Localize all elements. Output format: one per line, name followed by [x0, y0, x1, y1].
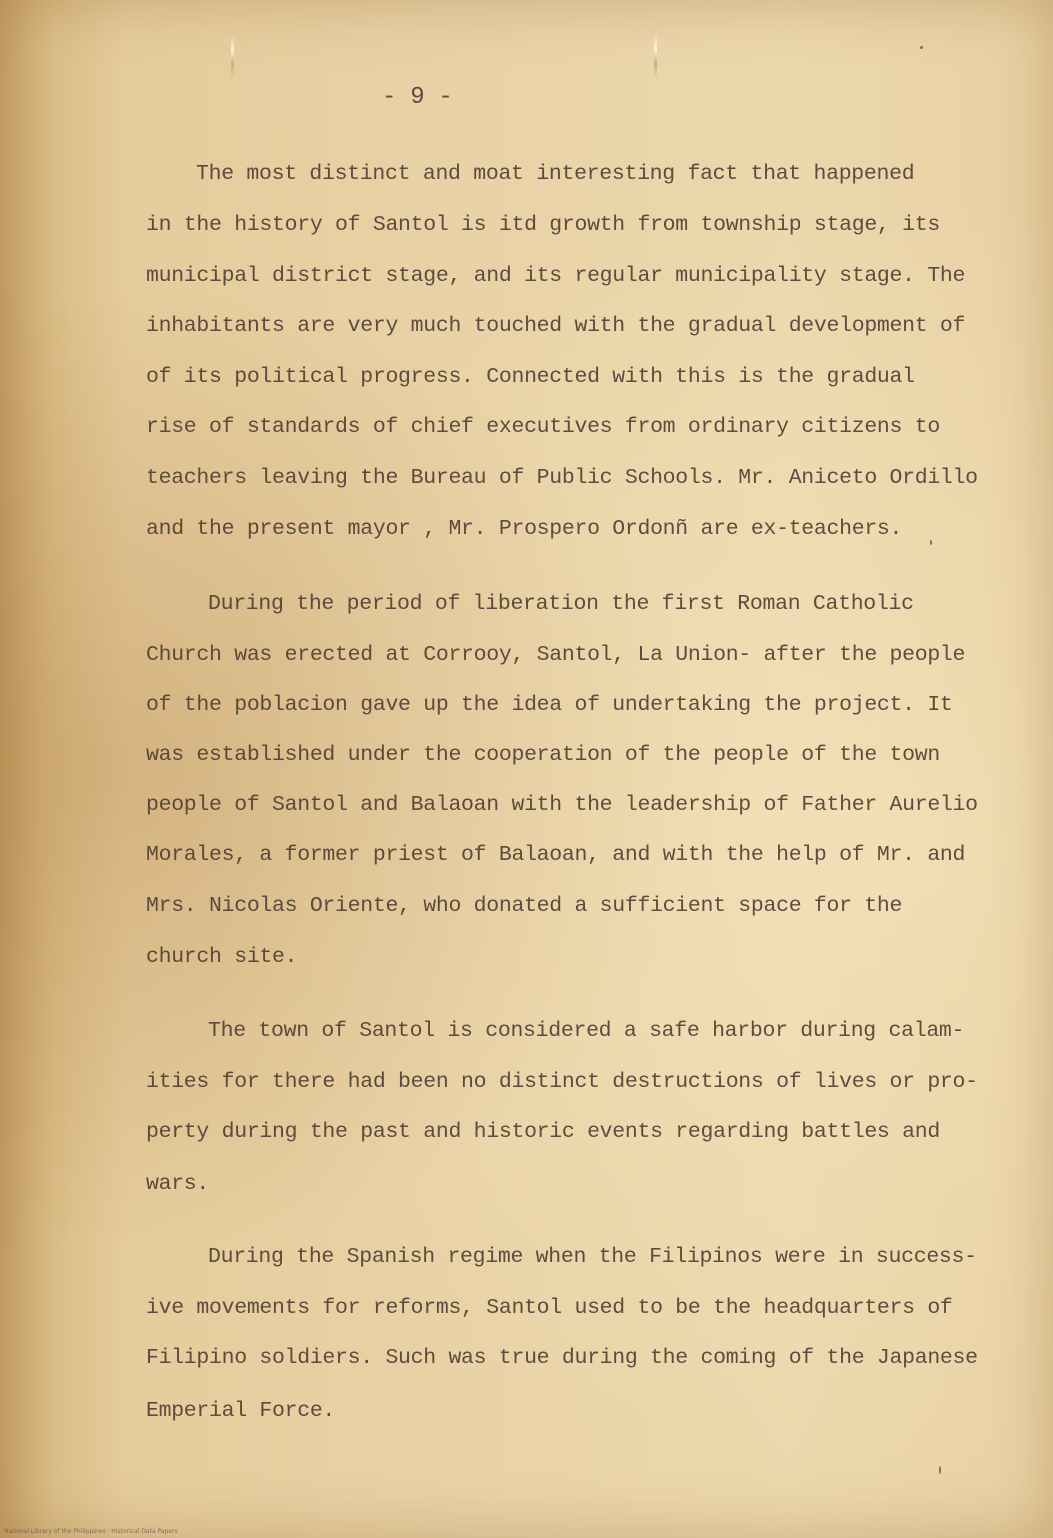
paragraph-line: rise of standards of chief executives from ordinary citizens to — [146, 415, 940, 439]
paragraph-line: Morales, a former priest of Balaoan, and with the help of Mr. and — [146, 843, 966, 867]
paragraph-line: During the Spanish regime when the Filipinos were in success- — [208, 1245, 977, 1269]
speck — [930, 540, 932, 545]
page-number: - 9 - — [382, 84, 453, 111]
paragraph-line: Mrs. Nicolas Oriente, who donated a sufficient space for the — [146, 894, 903, 918]
paragraph-line: Church was erected at Corrooy, Santol, La Union- after the people — [146, 643, 966, 667]
paragraph-line: of its political progress. Connected with this is the gradual — [146, 365, 915, 389]
fold-crease-left — [231, 36, 234, 78]
paragraph-line: of the poblacion gave up the idea of undertaking the project. It — [146, 693, 953, 717]
fold-crease-right — [654, 34, 657, 78]
speck — [920, 46, 923, 49]
paragraph-line: ive movements for reforms, Santol used to be the headquarters of — [146, 1296, 953, 1320]
speck — [939, 1466, 941, 1474]
paragraph-line: ities for there had been no distinct destructions of lives or pro- — [146, 1070, 978, 1094]
paragraph-line: people of Santol and Balaoan with the leadership of Father Aurelio — [146, 793, 978, 817]
paragraph-line: perty during the past and historic events regarding battles and — [146, 1120, 940, 1144]
paragraph-line: teachers leaving the Bureau of Public Schools. Mr. Aniceto Ordillo — [146, 466, 978, 490]
paragraph-line: The town of Santol is considered a safe harbor during calam- — [208, 1019, 965, 1043]
archive-footer-stamp: National Library of the Philippines · Historical Data Papers — [4, 1528, 178, 1535]
paragraph-line: and the present mayor , Mr. Prospero Ordonñ are ex-teachers. — [146, 517, 903, 541]
paragraph-line: Emperial Force. — [146, 1399, 336, 1423]
paragraph-line: municipal district stage, and its regular municipality stage. The — [146, 264, 966, 288]
paragraph-line: wars. — [146, 1172, 210, 1196]
paragraph-line: During the period of liberation the first Roman Catholic — [208, 592, 914, 616]
paragraph-line: was established under the cooperation of the people of the town — [146, 743, 940, 767]
paragraph-line: Filipino soldiers. Such was true during the coming of the Japanese — [146, 1346, 978, 1370]
paragraph-line: inhabitants are very much touched with the gradual development of — [146, 314, 966, 338]
paragraph-line: The most distinct and moat interesting fact that happened — [196, 162, 915, 186]
paragraph-line: in the history of Santol is itd growth from township stage, its — [146, 213, 940, 237]
paragraph-line: church site. — [146, 945, 298, 969]
